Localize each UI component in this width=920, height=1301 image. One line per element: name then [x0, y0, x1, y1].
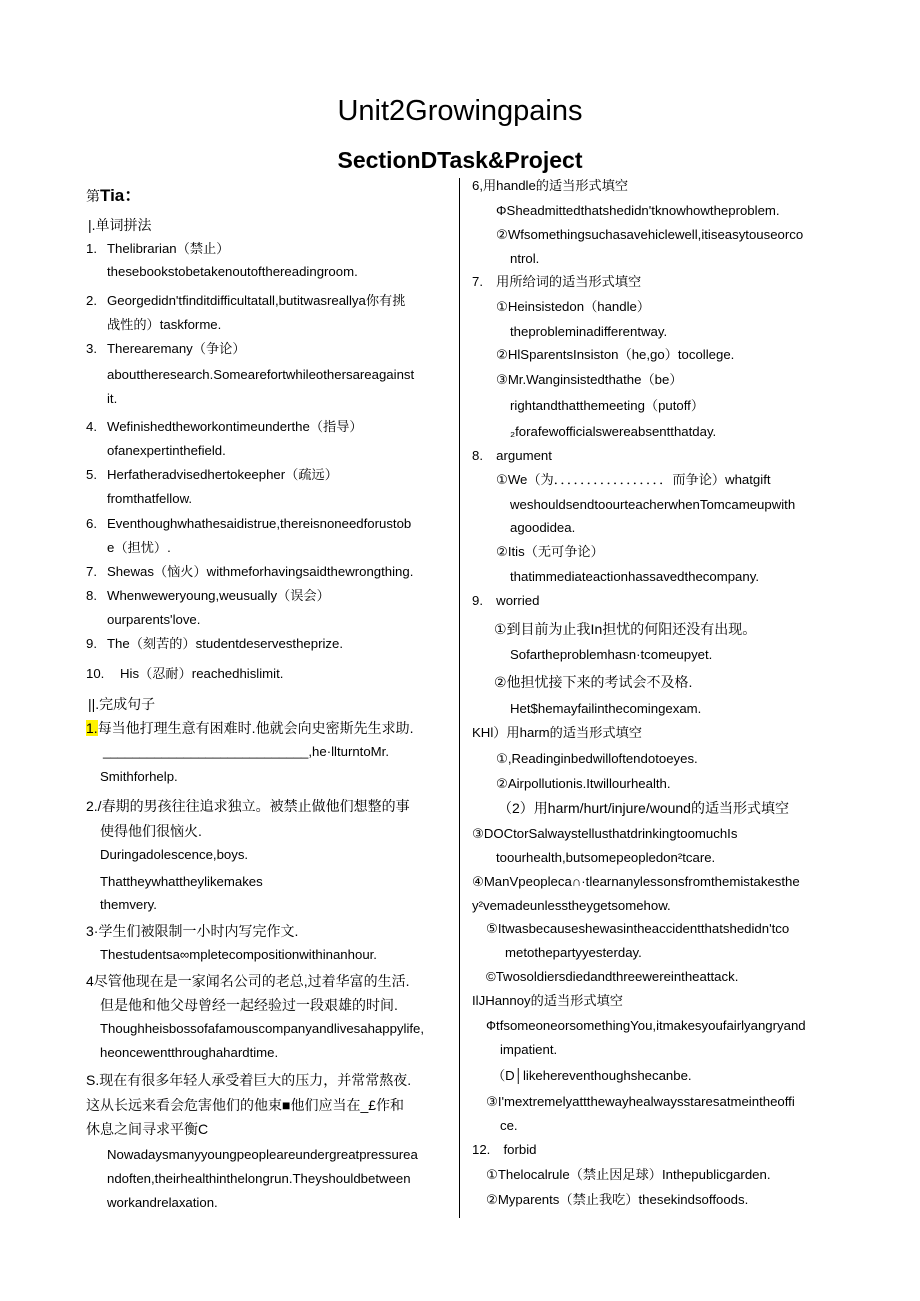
sentence-5-line: 这从长远来看会危害他们的他束■他们应当在_£作和: [86, 1097, 405, 1113]
item-line: e（担忧）.: [107, 540, 171, 555]
item-number: 8.: [86, 588, 97, 603]
right-line: ③I'mextremelyattthewayhealwaysstaresatmeintheoffi: [486, 1094, 795, 1109]
sentence-1-line: [86, 719, 413, 737]
sentence-5-line: Nowadaysmanyyoungpeopleareundergreatpressurea: [107, 1147, 418, 1162]
right-line: ②Airpollutionis.Itwillourhealth.: [496, 776, 671, 791]
right-line: ©Twosoldiersdiedandthreewereintheattack.: [486, 969, 739, 984]
sentence-1-text: 每当他打理生意有困难时.他就会向史密斯先生求助.: [97, 720, 414, 736]
right-line: ①Heinsistedon（handle）: [496, 299, 651, 314]
item-number: 9.: [86, 636, 97, 651]
right-line: 7. 用所给词的适当形式填空: [472, 274, 642, 289]
right-line: Sofartheproblemhasn·tcomeupyet.: [510, 647, 713, 662]
item-line: Thelibrarian（禁止）: [107, 241, 230, 256]
sentence-5-line: 休息之间寻求平衡C: [86, 1121, 209, 1137]
item-line: Therearemany（争论）: [107, 341, 246, 356]
right-line: ②Wfsomethingsuchasavehiclewell,itiseasytouseorco: [496, 227, 804, 242]
item-number: 5.: [86, 467, 97, 482]
page-title: Unit2Growingpains: [337, 95, 583, 127]
right-line: （2）用harm/hurt/injure/wound的适当形式填空: [498, 800, 789, 816]
column-divider: [459, 178, 460, 1218]
part2-heading: ||.完成句子: [88, 696, 156, 712]
right-line: ФtfsomeoneorsomethingYou,itmakesyoufairlyangryand: [486, 1018, 806, 1033]
right-line: toourhealth,butsomepeopledon²tcare.: [496, 850, 716, 865]
sentence-5-line: ndoften,theirhealthinthelongrun.Theyshouldbetween: [107, 1171, 411, 1186]
right-line: ①We（为．．．．．．．．．．．．．．．．．而争论）whatgift: [496, 472, 771, 487]
right-line: y²vemadeunlesstheygetsomehow.: [472, 898, 671, 913]
right-line: 9. worried: [472, 593, 540, 608]
right-line: metothepartyyesterday.: [505, 945, 642, 960]
right-line: IlJHannoy的适当形式填空: [472, 993, 623, 1008]
right-line: ⑤Itwasbecauseshewasintheaccidentthatshedidn'tco: [486, 921, 790, 936]
item-line: Eventhoughwhathesaidistrue,thereisnoneedforustob: [107, 516, 412, 531]
right-line: theprobleminadifferentway.: [510, 324, 668, 339]
right-line: weshouldsendtoourteacherwhenTomcameupwith: [510, 497, 796, 512]
item-number: 1.: [86, 241, 97, 256]
item-line: ofanexpertinthefield.: [107, 443, 226, 458]
part1-heading: |.单词拼法: [88, 217, 152, 233]
sentence-1-line: Smithforhelp.: [100, 769, 178, 784]
sentence-3-line: Thestudentsa∞mpletecompositionwithinanhour.: [100, 947, 377, 962]
right-line: ②他担忧接下来的考试会不及格.: [494, 674, 693, 690]
sentence-4-line: Thoughheisbossofafamouscompanyandlivesahappylife,: [100, 1021, 425, 1036]
item-line: The（刻苦的）studentdeservestheprize.: [107, 636, 344, 651]
item-line: Wefinishedtheworkontimeunderthe（指导）: [107, 419, 363, 434]
right-line: agoodidea.: [510, 520, 576, 535]
right-line: ③Mr.Wanginsistedthathe（be）: [496, 372, 683, 387]
right-line: Het$hemayfailinthecomingexam.: [510, 701, 702, 716]
item-number: 6.: [86, 516, 97, 531]
item-line: His（忍耐）reachedhislimit.: [120, 666, 284, 681]
item-line: 战性的）taskforme.: [107, 317, 222, 332]
right-line: ②HlSparentsInsiston（he,go）tocollege.: [496, 347, 735, 362]
right-line: 6,用handle的适当形式填空: [472, 178, 629, 193]
sentence-1-line: ____________________________,he·llturntoMr.: [103, 744, 389, 759]
sentence-2-line: Duringadolescence,boys.: [100, 847, 249, 862]
item-line: Whenweweryoung,weusually（误会）: [107, 588, 330, 603]
right-line: ①,Readinginbedwilloftendotoeyes.: [496, 751, 698, 766]
item-line: fromthatfellow.: [107, 491, 193, 506]
right-line: 12. forbid: [472, 1142, 537, 1157]
item-line: Shewas（恼火）withmeforhavingsaidthewrongthing.: [107, 564, 414, 579]
right-line: ①Thelocalrule（禁止因足球）Inthepublicgarden.: [486, 1167, 771, 1182]
right-line: ΦSheadmittedthatshedidn'tknowhowtheproblem.: [496, 203, 780, 218]
section-label-text: Tia：: [100, 186, 142, 205]
sentence-2-line: 使得他们很恼火.: [100, 823, 202, 839]
sentence-4-line: heoncewentthroughahardtime.: [100, 1045, 279, 1060]
right-line: ④ManVpeopleca∩·tlearnanylessonsfromthemistakesthe: [472, 874, 800, 889]
right-line: ③DOCtorSalwaystellusthatdrinkingtoomuchIs: [472, 826, 738, 841]
right-line: thatimmediateactionhassavedthecompany.: [510, 569, 759, 584]
sentence-3-line: 3·学生们被限制一小时内写完作文.: [86, 923, 299, 939]
item-line: Georgedidn'tfinditdifficultatall,butitwasreallya你有挑: [107, 293, 406, 308]
right-line: KHl）用harm的适当形式填空: [472, 725, 642, 740]
sentence-2-line: themvery.: [100, 897, 157, 912]
sentence-1-number: 1.: [86, 720, 98, 736]
right-line: ntrol.: [510, 251, 540, 266]
item-line: it.: [107, 391, 118, 406]
section-label: [86, 185, 141, 207]
sentence-2-line: 2./春期的男孩往往追求独立。被禁止做他们想整的事: [86, 798, 410, 814]
right-line: （D│likehereventhoughshecanbe.: [492, 1068, 692, 1083]
right-line: ₂forafewofficialswereabsentthatday.: [510, 424, 717, 439]
right-line: ②Itis（无可争论）: [496, 544, 604, 559]
right-line: rightandthatthemeeting（putoff）: [510, 398, 705, 413]
item-number: 2.: [86, 293, 97, 308]
item-number: 3.: [86, 341, 97, 356]
page-subtitle: SectionDTask&Project: [337, 147, 583, 173]
right-line: ce.: [500, 1118, 518, 1133]
item-line: Herfatheradvisedhertokeepher（疏远）: [107, 467, 338, 482]
item-number: 4.: [86, 419, 97, 434]
item-line: thesebookstobetakenoutofthereadingroom.: [107, 264, 358, 279]
item-number: 10.: [86, 666, 105, 681]
sentence-2-line: Thattheywhattheylikemakes: [100, 874, 263, 889]
item-number: 7.: [86, 564, 97, 579]
right-line: impatient.: [500, 1042, 558, 1057]
sentence-4-line: 但是他和他父母曾经一起经验过一段艰雄的时间.: [100, 997, 398, 1013]
item-line: abouttheresearch.Somearefortwhileothersareagainst: [107, 367, 415, 382]
right-line: ①到目前为止我In担忧的何阳还没有出现。: [494, 621, 757, 637]
sentence-5-line: S.现在有很多年轻人承受着巨大的压力，并常常熬夜.: [86, 1072, 412, 1088]
right-line: ②Myparents（禁止我吃）thesekindsoffoods.: [486, 1192, 749, 1207]
sentence-4-line: 4尽管他现在是一家闻名公司的老总,过着华富的生活.: [86, 973, 410, 989]
item-line: ourparents'love.: [107, 612, 201, 627]
right-line: 8. argument: [472, 448, 552, 463]
sentence-5-line: workandrelaxation.: [107, 1195, 218, 1210]
section-label-prefix: 第: [86, 188, 100, 204]
